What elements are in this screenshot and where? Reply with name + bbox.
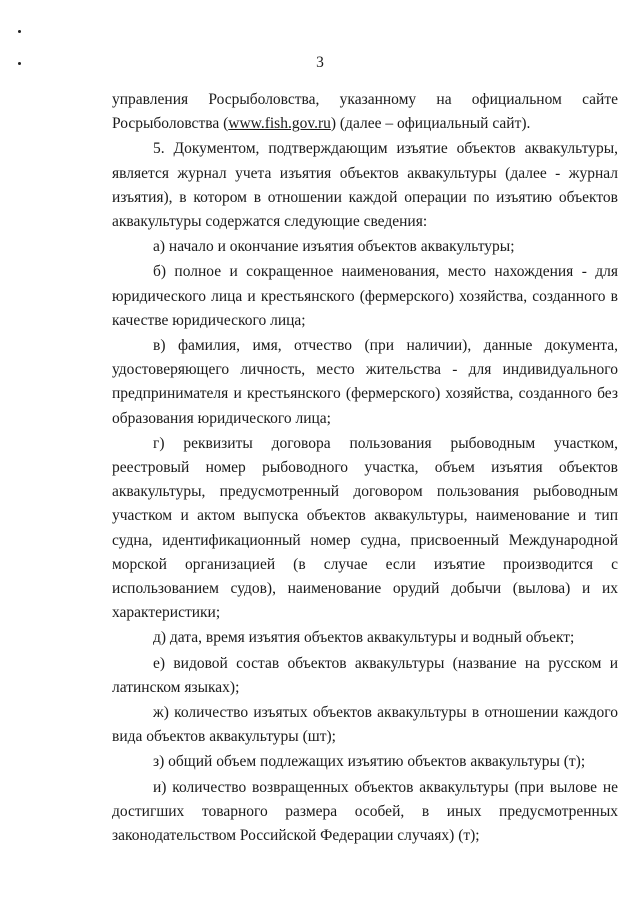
paragraph-item-z: з) общий объем подлежащих изъятию объектов аквакультуры (т); <box>153 753 586 771</box>
scan-speck <box>18 30 21 33</box>
paragraph-item-d: д) дата, время изъятия объектов аквакультуры и водный объект; <box>153 629 575 647</box>
document-body <box>112 88 618 848</box>
paragraph-item-g: г) реквизиты договора пользования рыбоводным участком, реестровый номер рыбоводного участка, объем изъятия объектов аквакультуры, предусмотренный договором пользования рыбоводным участком и актом выпуска объектов аквакультуры, наименование и тип судна, идентификационный номер судна, присвоенный Международной морской организацией (в случае если изъятие производится с использованием судов), наименование орудий добычи (вылова) и их характеристики; <box>112 434 618 622</box>
paragraph-item-v: в) фамилия, имя, отчество (при наличии), данные документа, удостоверяющего личность, место жительства - для индивидуального предпринимателя и крестьянского (фермерского) хозяйства, созданного без образования юридического лица; <box>112 337 618 427</box>
paragraph-item-b: б) полное и сокращенное наименования, место нахождения - для юридического лица и крестьянского (фермерского) хозяйства, созданного в качестве юридического лица; <box>112 263 618 329</box>
paragraph-item-zh: ж) количество изъятых объектов аквакультуры в отношении каждого вида объектов аквакультуры (шт); <box>112 704 618 746</box>
paragraph-item-5: 5. Документом, подтверждающим изъятие объектов аквакультуры, является журнал учета изъятия объектов аквакультуры (далее - журнал изъятия), в котором в отношении каждой операции по изъятию объектов аквакультуры содержатся следующие сведения: <box>112 140 618 231</box>
paragraph-continuation: управления Росрыболовства, указанному на официальном сайте Росрыболовства (www.fish.gov.ru) (далее – официальный сайт). <box>112 91 618 133</box>
website-link[interactable]: www.fish.gov.ru <box>228 115 331 133</box>
paragraph-item-e: е) видовой состав объектов аквакультуры (название на русском и латинском языках); <box>112 654 618 696</box>
paragraph-item-a: а) начало и окончание изъятия объектов аквакультуры; <box>153 238 515 256</box>
paragraph-item-i: и) количество возвращенных объектов аквакультуры (при вылове не достигших товарного размера особей, в иных предусмотренных законодательством Российской Федерации случаях) (т); <box>112 778 618 845</box>
page-number: 3 <box>316 54 324 71</box>
